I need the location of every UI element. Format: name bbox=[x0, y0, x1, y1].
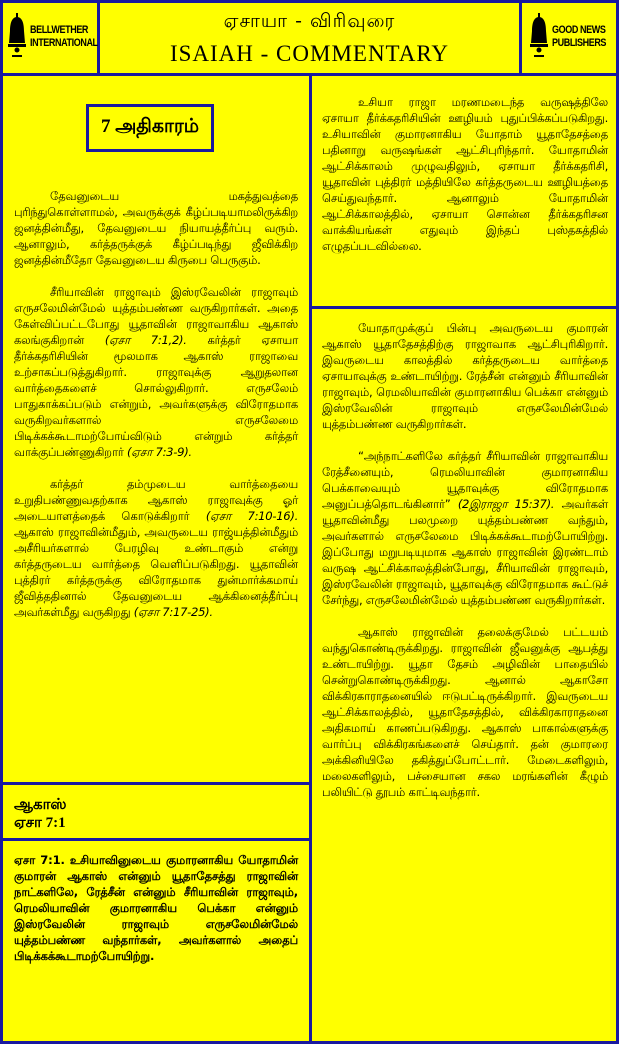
chapter-heading: 7 அதிகாரம் bbox=[86, 104, 214, 152]
left-logo-line1: BELLWETHER bbox=[30, 24, 89, 36]
right-paragraph-1: உசியா ராஜா மரணமடைந்த வருஷத்திலே ஏசாயா தீர்க்கதரிசியின் ஊழியம் புதுப்பிக்கப்படுகிறது. உசியாவின் குமாரனாகிய யோதாம் யூதாதேசத்தை பதினாறு வருஷங்கள் ஆட்சிபுரிந்தார். யோதாமின் ஆட்சிக்காலம் முழுவதிலும், ஏசாயா தீர்க்கதரிசி, யூதாவின் புத்திரர் மத்தியிலே கர்த்தருடைய ஊழியத்தை செய்துவந்தார். ஆனாலும் யோதாமின் ஆட்சிக்காலத்தில், ஏசாயா சொன்ன தீர்க்கதரிசன வாக்கியங்கள் எதுவும் இந்தப் புஸ்தகத்தில் எழுதப்படவில்லை. bbox=[322, 95, 608, 253]
right-paragraph-3: “அந்நாட்களிலே கர்த்தர் சீரியாவின் ராஜாவாகிய ரேத்சீனையும், ரெமலியாவின் குமாரனாகிய பெக்காவையும் யூதாவுக்கு விரோதமாக அனுப்பத்தொடங்கினார்” (2இராஜா 15:37). அவர்கள் யூதாவின்மீது பலமுறை யுத்தம்பண்ண வந்தும், அவர்களால் எருசலேமை பிடிக்கக்கூடாமற்போயிற்று. இப்போது மறுபடியுமாக ஆகாஸ் ராஜாவின் இரண்டாம் வருஷ ஆட்சிக்காலத்தின்போது, சீரியாவின் ராஜாவும், இஸ்ரவேலின் ராஜாவும், யூதாவுக்கு விரோதமாக கூட்டுச் சேர்ந்து, எருசலேமின்மேல் யுத்தம்பண்ண வருகிறார்கள். bbox=[322, 449, 608, 607]
page-header bbox=[0, 0, 619, 76]
left-logo-line2: INTERNATIONAL bbox=[30, 37, 98, 49]
left-paragraph-2: சீரியாவின் ராஜாவும் இஸ்ரவேலின் ராஜாவும் எருசலேமின்மேல் யுத்தம்பண்ண வருகிறார்கள். அதை கேள்விப்பட்டபோது யூதாவின் ராஜாவாகிய ஆகாஸ் கலங்குகிறான் (ஏசா 7:1,2). கர்த்தர் ஏசாயா தீர்க்கதரிசியின் மூலமாக ஆகாஸ் ராஜாவை உற்சாகப்படுத்துகிறார். ராஜாவுக்கு ஆறுதலான வார்த்தைகளைச் சொல்லுகிறார். எருசலேம் பாதுகாக்கப்படும் என்றும், அவர்களுக்கு விரோதமாக வருகிறவர்களால் எருசலேமை பிடிக்கக்கூடாமற்போய்விடும் என்றும் கர்த்தர் வாக்குப்பண்ணுகிறார் (ஏசா 7:3-9). bbox=[14, 285, 299, 459]
section-heading bbox=[14, 796, 67, 832]
right-logo-line1: GOOD NEWS bbox=[552, 24, 606, 36]
left-column bbox=[0, 76, 312, 1044]
title-tamil: ஏசாயா - விரிவுரை bbox=[223, 10, 396, 32]
left-paragraph-1: தேவனுடைய மகத்துவத்தை புரிந்துகொள்ளாமல், அவருக்குக் கீழ்ப்படியாமலிருக்கிற ஜனத்தின்மீது, தேவனுடைய நியாயத்தீர்ப்பு வரும். ஆனாலும், கர்த்தருக்குக் கீழ்ப்படிந்து ஜீவிக்கிற ஜனத்தின்மீதோ தேவனுடைய கிருபை பெருகும். bbox=[14, 189, 298, 267]
bellwether-logo bbox=[0, 0, 100, 76]
title-english: ISAIAH - COMMENTARY bbox=[169, 41, 450, 66]
section-name: ஆகாஸ் bbox=[14, 797, 67, 813]
bell-icon bbox=[528, 13, 550, 61]
right-text bbox=[322, 94, 608, 270]
left-paragraph-3: கர்த்தர் தம்முடைய வார்த்தையை உறுதிபண்ணுவதற்காக ஆகாஸ் ராஜாவுக்கு ஓர் அடையாளத்தைக் கொடுக்கிறார் (ஏசா 7:10-16). ஆகாஸ் ராஜாவின்மீதும், அவருடைய ராஜ்யத்தின்மீதும் அசீரியர்களால் பேரழிவு உண்டாகும் என்று கர்த்தருடைய வார்த்தை வெளிப்படுகிறது. யூதாவின் புத்திரர் கர்த்தருக்கு விரோதமாக துன்மார்க்கமாய் ஜீவித்ததினால் தேவனுடைய ஆக்கினைத்தீர்ப்பு அவர்கள்மீது வருகிறது (ஏசா 7:17-25). bbox=[14, 477, 298, 619]
left-text bbox=[14, 188, 298, 636]
left-divider-1 bbox=[0, 782, 309, 785]
right-paragraph-4: ஆகாஸ் ராஜாவின் தலைக்குமேல் பட்டயம் வந்துகொண்டிருக்கிறது. ராஜாவின் ஜீவனுக்கு ஆபத்து உண்டாயிற்று. யூதா தேசம் அழிவின் பாதையில் சென்றுகொண்டிருக்கிறது. ஆனால் ஆகாசோ விக்கிரகாராதனையில் ஈடுபட்டிருக்கிறார். இவருடைய ஆட்சிக்காலத்தில், யூதாதேசத்தில், விக்கிரகாராதனை அதிகமாய் காணப்படுகிறது. ஆகாஸ் பாகால்களுக்கு வார்ப்பு விக்கிரகங்களைச் செய்தார். தன் குமாரரை அக்கினியிலே தகித்துப்போட்டார். மேடைகளிலும், மலைகளிலும், பச்சையான சகல மரங்களின் கீழும் பலியிட்டு தூபம் காட்டிவந்தார். bbox=[322, 625, 608, 799]
right-logo-line2: PUBLISHERS bbox=[552, 37, 607, 49]
right-text-2 bbox=[322, 320, 608, 816]
left-divider-2 bbox=[0, 838, 309, 841]
right-divider-1 bbox=[312, 306, 619, 309]
right-column bbox=[312, 76, 619, 1044]
bell-icon bbox=[6, 13, 28, 61]
good-news-logo bbox=[519, 0, 619, 76]
section-reference: ஏசா 7:1 bbox=[14, 815, 66, 831]
right-paragraph-2: யோதாமுக்குப் பின்பு அவருடைய குமாரன் ஆகாஸ் யூதாதேசத்திற்கு ராஜாவாக ஆட்சிபுரிகிறார். இவருடைய காலத்தில் கர்த்தருடைய வார்த்தை ஏசாயாவுக்கு உண்டாயிற்று. ரேத்சீன் என்னும் சீரியாவின் ராஜாவும், ரெமலியாவின் குமாரனாகிய பெக்கா என்னும் இஸ்ரவேலின் ராஜாவும் எருசலேமின்மேல் யுத்தம்பண்ண வருகிறார்கள். bbox=[322, 321, 608, 431]
header-title bbox=[100, 0, 519, 76]
verse-text: ஏசா 7:1. உசியாவினுடைய குமாரனாகிய யோதாமின் குமாரன் ஆகாஸ் என்னும் யூதாதேசத்து ராஜாவின் நாட்களிலே, ரேத்சீன் என்னும் சீரியாவின் ராஜாவும், ரெமலியாவின் குமாரனாகிய பெக்கா என்னும் இஸ்ரவேலின் ராஜாவும் எருசலேமின்மேல் யுத்தம்பண்ண வந்தார்கள், அவர்களால் அதைப் பிடிக்கக்கூடாமற்போயிற்று. bbox=[14, 853, 298, 963]
